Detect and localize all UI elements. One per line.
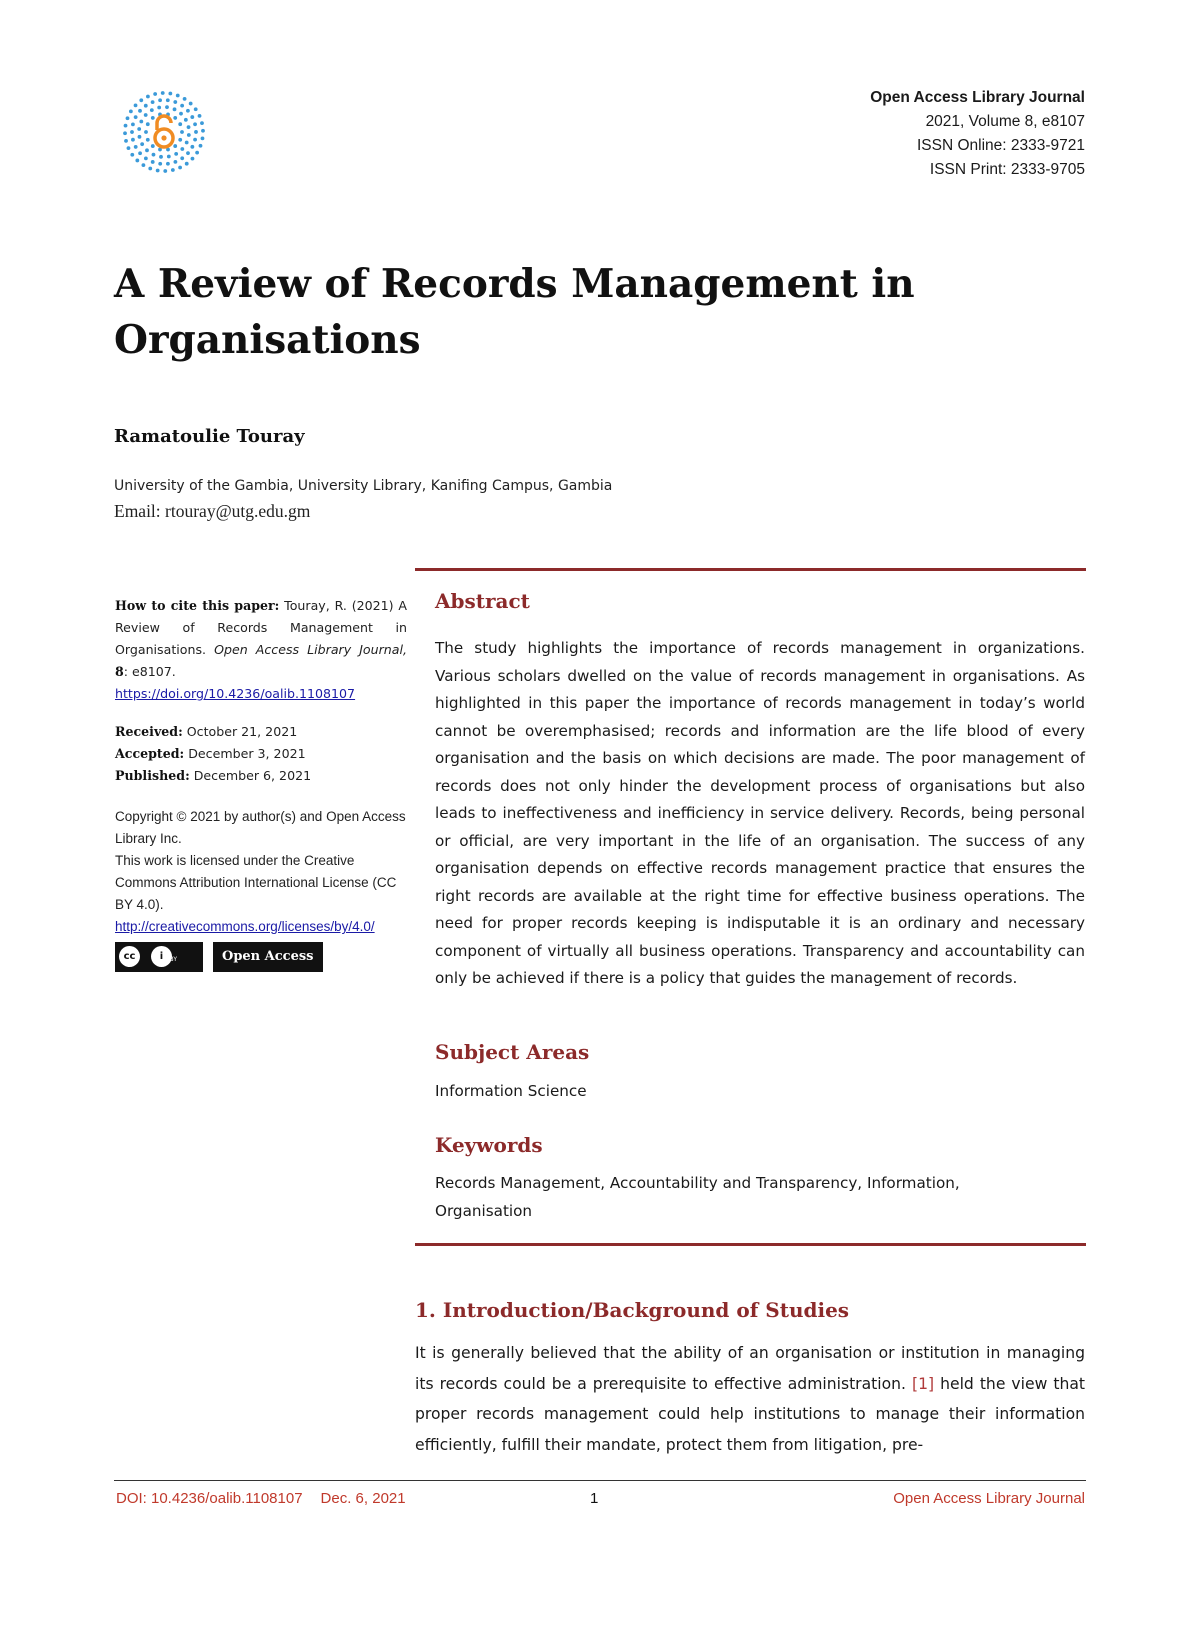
author-name: Ramatoulie Touray [114,426,305,447]
journal-volume: 2021, Volume 8, e8107 [925,113,1085,130]
footer-divider [114,1480,1086,1481]
paper-title: A Review of Records Management in Organisations [114,261,915,363]
reference-link[interactable]: [1] [912,1374,935,1393]
copyright-block [115,806,407,972]
keywords-heading: Keywords [435,1133,543,1157]
license-link[interactable]: http://creativecommons.org/licenses/by/4.0/ [115,919,375,934]
issn-online: ISSN Online: 2333-9721 [916,137,1085,154]
cc-by-small-label: BY [169,956,177,963]
license-text: This work is licensed under the Creative Commons Attribution International License (CC BY 4.0). [115,853,397,912]
cite-volume: 8 [115,664,124,679]
license-badges [115,942,407,972]
keywords-text: Records Management, Accountability and Transparency, Information, Organisation [435,1174,960,1220]
abstract-heading: Abstract [435,589,530,613]
author-email: Email: rtouray@utg.edu.gm [114,501,311,521]
journal-name: Open Access Library Journal [870,89,1085,106]
introduction-heading: 1. Introduction/Background of Studies [415,1298,850,1322]
copyright-text: Copyright © 2021 by author(s) and Open Access Library Inc. [115,809,406,846]
footer-left [116,1490,406,1507]
citation-block [115,595,407,705]
intro-text-after: held the view that proper records management could help institutions to manage their information efficiently, fulfill their mandate, protect them from litigation, pre- [415,1374,1085,1454]
subject-areas-heading: Subject Areas [435,1040,590,1064]
subject-areas-text: Information Science [435,1082,587,1100]
page-number: 1 [590,1490,599,1507]
journal-info [870,86,1085,182]
published-date: December 6, 2021 [193,768,312,783]
section-divider-top [415,568,1086,571]
open-access-lock-icon [120,88,208,176]
published-label: Published: [115,768,190,783]
accepted-label: Accepted: [115,746,185,761]
dates-block [115,721,407,787]
footer-journal: Open Access Library Journal [893,1490,1085,1507]
sidebar [115,595,407,972]
footer-doi: DOI: 10.4236/oalib.1108107 [116,1490,303,1507]
cite-journal: Open Access Library Journal, [214,642,407,657]
intro-text-before: It is generally believed that the ability of an organisation or institution in managing its records could be a prerequisite to effective administration. [415,1344,1085,1393]
introduction-text [415,1338,1085,1460]
abstract-text: The study highlights the importance of records management in organizations. Various scholars dwelled on the value of records management in organisations. As highlighted in this paper the importance of records management in today’s world cannot be overemphasised; records and information are the life blood of every organisation and the basis on which decisions are made. The poor management of records does not only hinder the development process of organisations but also leads to ineffectiveness and inefficiency in service delivery. Records, being personal or official, are very important in the life of an organisation. The success of any organisation depends on effective records management practice that ensures the right records are available at the right time for effective business operations. The need for proper records keeping is indisputable it is an ordinary and necessary component of virtually all business operations. Transparency and accountability can only be achieved if there is a policy that guides the management of records. [435,639,1085,987]
section-divider-bottom [415,1243,1086,1246]
accepted-date: December 3, 2021 [188,746,306,761]
cite-label: How to cite this paper: [115,598,280,613]
doi-link[interactable]: https://doi.org/10.4236/oalib.1108107 [115,686,356,701]
open-access-badge[interactable]: Open Access [213,942,323,972]
received-date: October 21, 2021 [186,724,298,739]
cite-article: : e8107. [123,664,176,679]
footer-date: Dec. 6, 2021 [320,1490,406,1507]
author-affiliation: University of the Gambia, University Library, Kanifing Campus, Gambia [114,478,613,494]
cite-text: Touray, R. (2021) A Review of Records Management in Organisations. [115,598,407,657]
cc-by-license-icon[interactable]: cc i BY [115,942,203,972]
issn-print: ISSN Print: 2333-9705 [929,161,1085,178]
received-label: Received: [115,724,183,739]
